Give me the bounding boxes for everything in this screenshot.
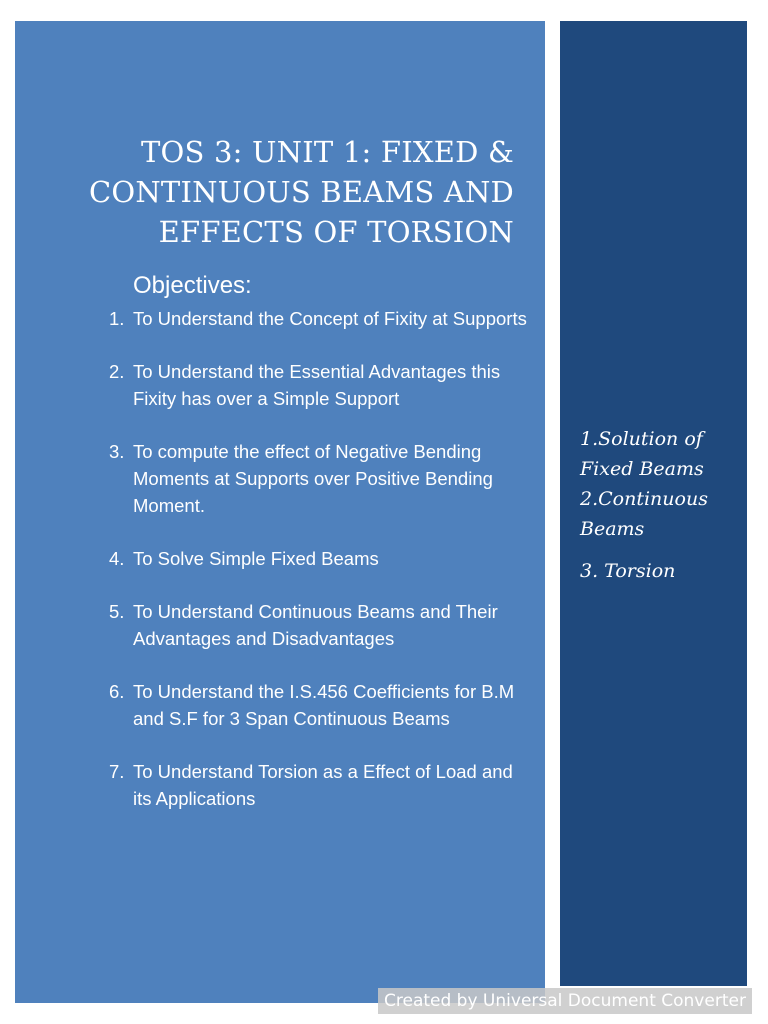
list-number: 3.	[109, 441, 125, 462]
list-item	[107, 545, 527, 572]
list-text: To Understand the I.S.456 Coefficients for B.M and S.F for 3 Span Continuous Beams	[133, 681, 515, 729]
title-line: EFFECTS OF TORSION	[158, 215, 514, 249]
topic-item: 1.Solution of Fixed Beams	[580, 428, 704, 480]
list-number: 6.	[109, 681, 125, 702]
title-line: CONTINUOUS BEAMS AND	[88, 175, 514, 209]
list-number: 2.	[109, 361, 125, 382]
list-text: To Understand Continuous Beams and Their Advantages and Disadvantages	[133, 601, 498, 649]
topic-item: 3. Torsion	[580, 560, 676, 582]
objectives-heading: Objectives:	[133, 272, 252, 299]
objectives-list	[107, 305, 527, 838]
list-item	[107, 305, 527, 332]
topics-sidebar	[580, 424, 740, 586]
list-text: To Understand the Essential Advantages this Fixity has over a Simple Support	[133, 361, 501, 409]
list-number: 5.	[109, 601, 125, 622]
list-text: To Solve Simple Fixed Beams	[133, 548, 379, 569]
list-item	[107, 758, 527, 812]
list-item	[107, 438, 527, 519]
page-title	[60, 132, 514, 252]
list-number: 1.	[109, 308, 125, 329]
list-number: 7.	[109, 761, 125, 782]
topic-item: 2.Continuous Beams	[580, 488, 708, 540]
list-item	[107, 358, 527, 412]
list-number: 4.	[109, 548, 125, 569]
title-line: TOS 3: UNIT 1: FIXED &	[141, 135, 514, 169]
list-item	[107, 598, 527, 652]
list-item	[107, 678, 527, 732]
converter-watermark: Created by Universal Document Converter	[378, 988, 752, 1014]
list-text: To Understand Torsion as a Effect of Load and its Applications	[133, 761, 513, 809]
list-text: To Understand the Concept of Fixity at Supports	[133, 308, 527, 329]
list-text: To compute the effect of Negative Bending Moments at Supports over Positive Bending Moment.	[133, 441, 493, 516]
